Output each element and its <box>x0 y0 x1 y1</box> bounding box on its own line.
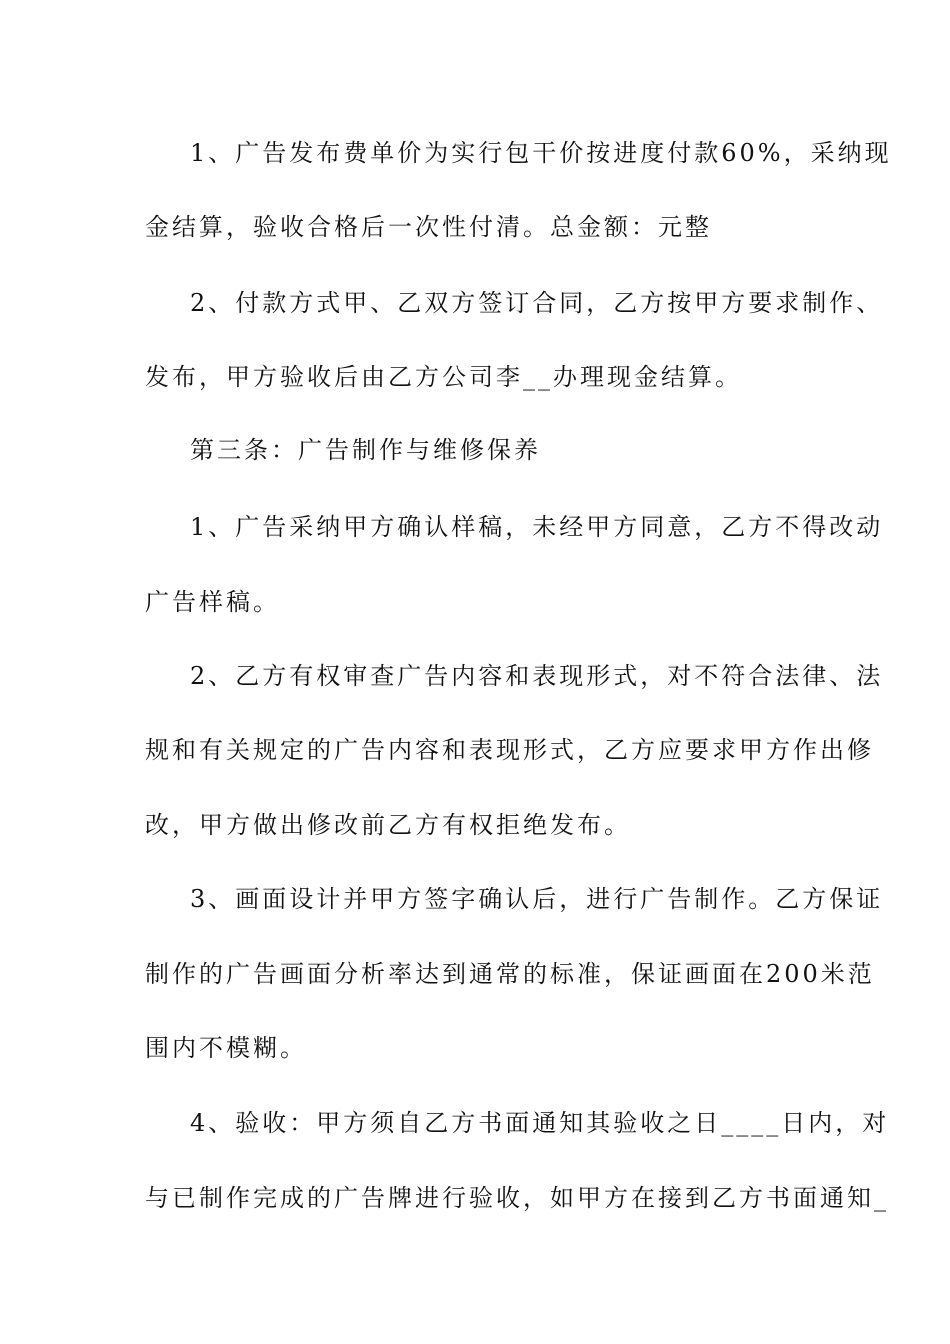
paragraph-line: 2、乙方有权审查广告内容和表现形式，对不符合法律、法 <box>190 662 884 690</box>
paragraph-line: 3、画面设计并甲方签字确认后，进行广告制作。乙方保证 <box>190 885 884 913</box>
paragraph-line: 改，甲方做出修改前乙方有权拒绝发布。 <box>145 811 631 839</box>
paragraph-line: 4、验收：甲方须自乙方书面通知其验收之日____日内，对 <box>190 1109 890 1137</box>
paragraph-line: 围内不模糊。 <box>145 1034 307 1062</box>
paragraph-line: 1、广告发布费单价为实行包干价按进度付款60%，采纳现 <box>190 139 892 167</box>
paragraph-line: 广告样稿。 <box>145 588 280 616</box>
paragraph-line: 金结算，验收合格后一次性付清。总金额：元整 <box>145 213 712 241</box>
paragraph-line: 2、付款方式甲、乙双方签订合同，乙方按甲方要求制作、 <box>190 289 884 317</box>
section-heading: 第三条：广告制作与维修保养 <box>190 436 541 464</box>
paragraph-line: 发布，甲方验收后由乙方公司李__办理现金结算。 <box>145 363 742 391</box>
paragraph-line: 规和有关规定的广告内容和表现形式，乙方应要求甲方作出修 <box>145 736 874 764</box>
paragraph-line: 1、广告采纳甲方确认样稿，未经甲方同意，乙方不得改动 <box>190 513 884 541</box>
paragraph-line: 制作的广告画面分析率达到通常的标准，保证画面在200米范 <box>145 960 875 988</box>
paragraph-line: 与已制作完成的广告牌进行验收，如甲方在接到乙方书面通知_ <box>145 1184 889 1212</box>
